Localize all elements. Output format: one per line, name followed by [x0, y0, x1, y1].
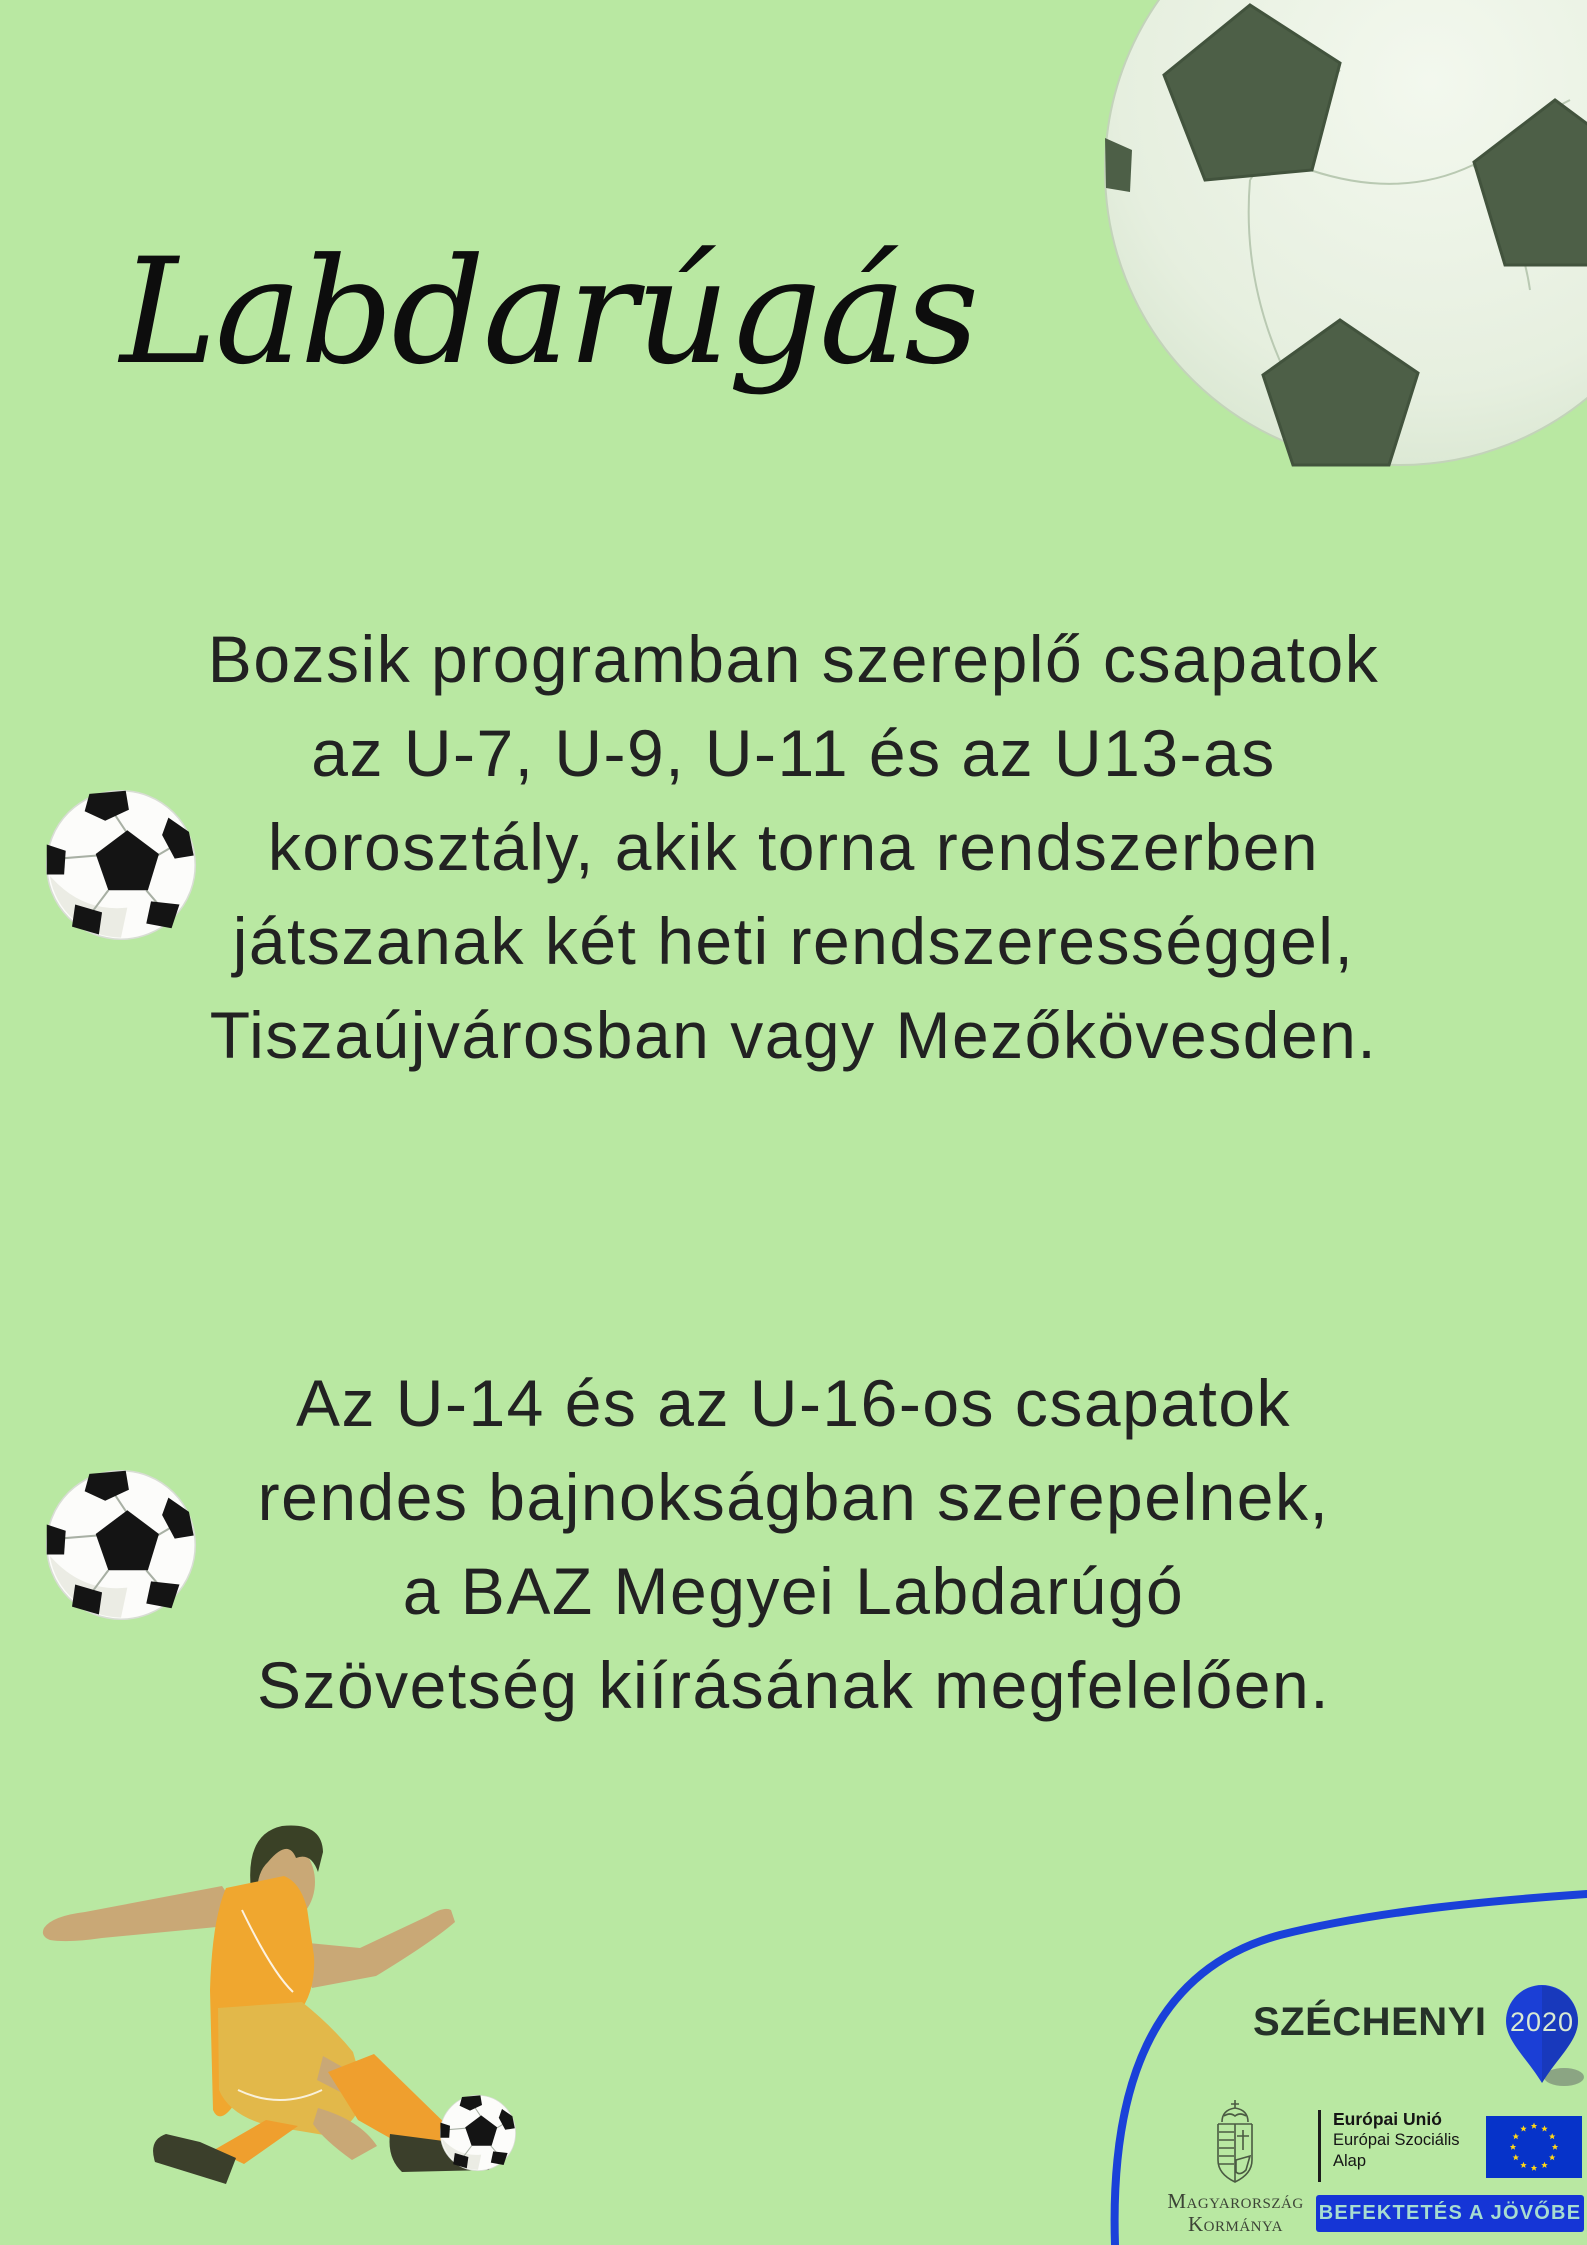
paragraph-line: játszanak két heti rendszerességgel,	[232, 904, 1355, 978]
government-label	[1133, 2190, 1338, 2236]
paragraph-line: Tiszaújvárosban vagy Mezőkövesden.	[209, 998, 1378, 1072]
divider	[1318, 2110, 1321, 2182]
small-soccer-ball-icon	[42, 786, 200, 944]
eu-flag-icon	[1486, 2116, 1582, 2178]
page-title: Labdarúgás	[120, 227, 978, 397]
szechenyi-wordmark: SZÉCHENYI	[1253, 2000, 1487, 2044]
government-line: Magyarország	[1167, 2189, 1304, 2213]
paragraph-line: Az U-14 és az U-16-os csapatok	[295, 1366, 1292, 1440]
eu-line: Alap	[1333, 2152, 1367, 2170]
pin-year-label: 2020	[1509, 2007, 1575, 2037]
investment-banner: BEFEKTETÉS A JÖVŐBE	[1316, 2195, 1584, 2232]
hungarian-coat-of-arms-icon	[1210, 2098, 1260, 2188]
paragraph-line: Bozsik programban szereplő csapatok	[207, 622, 1380, 696]
paragraph-1	[0, 612, 1587, 1082]
paragraph-line: korosztály, akik torna rendszerben	[267, 810, 1320, 884]
small-soccer-ball-icon	[42, 1466, 200, 1624]
eu-line: Európai Szociális	[1333, 2131, 1460, 2149]
eu-fund-label	[1333, 2109, 1483, 2172]
paragraph-line: a BAZ Megyei Labdarúgó	[402, 1554, 1185, 1628]
soccer-player-illustration	[30, 1790, 530, 2245]
paragraph-2	[0, 1356, 1587, 1732]
paragraph-line: az U-7, U-9, U-11 és az U13-as	[311, 716, 1276, 790]
eu-line: Európai Unió	[1333, 2109, 1442, 2129]
paragraph-line: rendes bajnokságban szerepelnek,	[257, 1460, 1330, 1534]
big-soccer-ball-icon	[1100, 0, 1587, 470]
paragraph-line: Szövetség kiírásának megfelelően.	[256, 1648, 1331, 1722]
government-line: Kormánya	[1187, 2212, 1283, 2236]
location-pin-icon	[1504, 1985, 1584, 2090]
